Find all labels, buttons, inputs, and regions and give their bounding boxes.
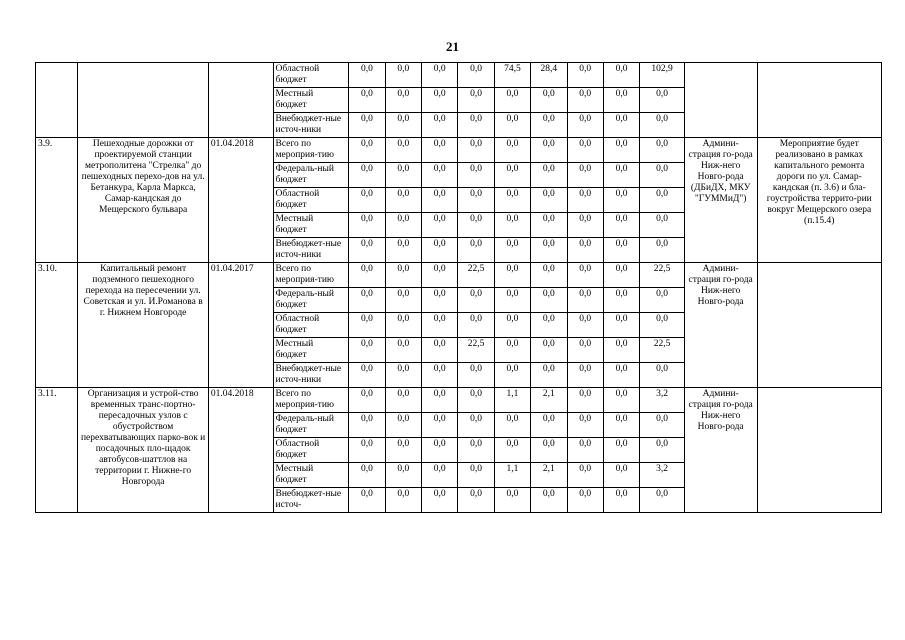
value-cell: 0,0 xyxy=(458,163,494,188)
value-cell: 0,0 xyxy=(385,138,421,163)
value-cell: 0,0 xyxy=(458,238,494,263)
value-cell: 0,0 xyxy=(603,413,639,438)
value-cell: 0,0 xyxy=(531,363,567,388)
value-cell: 0,0 xyxy=(640,88,684,113)
value-cell: 0,0 xyxy=(494,488,530,513)
value-cell: 0,0 xyxy=(640,213,684,238)
value-cell: 0,0 xyxy=(349,163,385,188)
value-cell: 0,0 xyxy=(385,438,421,463)
value-cell: 0,0 xyxy=(531,113,567,138)
value-cell: 0,0 xyxy=(458,213,494,238)
value-cell: 0,0 xyxy=(349,263,385,288)
value-cell: 0,0 xyxy=(458,363,494,388)
note-cell xyxy=(757,63,881,138)
value-cell: 0,0 xyxy=(458,88,494,113)
value-cell: 0,0 xyxy=(531,238,567,263)
source-cell: Внебюджет-ные источ-ники xyxy=(273,238,349,263)
value-cell: 0,0 xyxy=(603,263,639,288)
value-cell: 0,0 xyxy=(531,313,567,338)
value-cell: 0,0 xyxy=(531,488,567,513)
value-cell: 0,0 xyxy=(422,413,458,438)
value-cell: 0,0 xyxy=(385,263,421,288)
name-cell xyxy=(78,63,208,138)
source-cell: Местный бюджет xyxy=(273,463,349,488)
value-cell: 0,0 xyxy=(422,63,458,88)
value-cell: 0,0 xyxy=(422,213,458,238)
value-cell: 0,0 xyxy=(494,338,530,363)
value-cell: 0,0 xyxy=(531,138,567,163)
value-cell: 0,0 xyxy=(349,338,385,363)
table-row xyxy=(36,263,882,288)
value-cell: 0,0 xyxy=(349,138,385,163)
value-cell: 0,0 xyxy=(385,363,421,388)
value-cell: 22,5 xyxy=(458,338,494,363)
value-cell: 22,5 xyxy=(458,263,494,288)
source-cell: Областной бюджет xyxy=(273,63,349,88)
value-cell: 0,0 xyxy=(494,138,530,163)
value-cell: 0,0 xyxy=(567,438,603,463)
source-cell: Всего по мероприя-тию xyxy=(273,388,349,413)
value-cell: 0,0 xyxy=(349,288,385,313)
value-cell: 0,0 xyxy=(385,388,421,413)
source-cell: Областной бюджет xyxy=(273,438,349,463)
item-date: 01.04.2018 xyxy=(208,138,273,263)
value-cell: 102,9 xyxy=(640,63,684,88)
value-cell: 0,0 xyxy=(458,288,494,313)
value-cell: 0,0 xyxy=(458,438,494,463)
value-cell: 0,0 xyxy=(640,288,684,313)
source-cell: Внебюджет-ные источ-ники xyxy=(273,363,349,388)
value-cell: 0,0 xyxy=(349,413,385,438)
value-cell: 0,0 xyxy=(385,188,421,213)
value-cell: 0,0 xyxy=(567,413,603,438)
value-cell: 0,0 xyxy=(603,88,639,113)
value-cell: 0,0 xyxy=(640,363,684,388)
value-cell: 0,0 xyxy=(458,63,494,88)
num-cell xyxy=(36,63,78,138)
value-cell: 0,0 xyxy=(531,263,567,288)
value-cell: 0,0 xyxy=(349,438,385,463)
table-row xyxy=(36,388,882,413)
table-row xyxy=(36,63,882,88)
source-cell: Внебюджет-ные источ- xyxy=(273,488,349,513)
value-cell: 0,0 xyxy=(567,188,603,213)
budget-table xyxy=(35,62,882,513)
value-cell: 0,0 xyxy=(531,88,567,113)
value-cell: 0,0 xyxy=(349,363,385,388)
source-cell: Местный бюджет xyxy=(273,88,349,113)
value-cell: 0,0 xyxy=(603,63,639,88)
value-cell: 0,0 xyxy=(640,488,684,513)
value-cell: 0,0 xyxy=(422,138,458,163)
source-cell: Областной бюджет xyxy=(273,188,349,213)
value-cell: 28,4 xyxy=(531,63,567,88)
source-cell: Федераль-ный бюджет xyxy=(273,288,349,313)
value-cell: 0,0 xyxy=(385,213,421,238)
value-cell: 1,1 xyxy=(494,388,530,413)
value-cell: 0,0 xyxy=(349,388,385,413)
value-cell: 0,0 xyxy=(458,138,494,163)
date-cell xyxy=(208,63,273,138)
value-cell: 0,0 xyxy=(531,413,567,438)
item-note: Мероприятие будет реализовано в рамках капитального ремонта дороги по ул. Самар-кандская (п. 3.6) и бла-гоустройства террито-рии вокруг Мещерского озера (п.15.4) xyxy=(757,138,881,263)
value-cell: 0,0 xyxy=(422,88,458,113)
value-cell: 0,0 xyxy=(385,313,421,338)
source-cell: Местный бюджет xyxy=(273,338,349,363)
value-cell: 0,0 xyxy=(603,288,639,313)
value-cell: 0,0 xyxy=(422,463,458,488)
item-number: 3.10. xyxy=(36,263,78,388)
item-name: Пешеходные дорожки от проектируемой станции метрополитена "Стрелка" до пешеходных перехо-дов на ул. Бетанкура, Карла Маркса, Самар-кандская до Мещерского бульвара xyxy=(78,138,208,263)
value-cell: 0,0 xyxy=(567,488,603,513)
value-cell: 0,0 xyxy=(422,288,458,313)
value-cell: 0,0 xyxy=(531,163,567,188)
value-cell: 0,0 xyxy=(385,288,421,313)
value-cell: 0,0 xyxy=(349,313,385,338)
value-cell: 0,0 xyxy=(458,388,494,413)
value-cell: 0,0 xyxy=(603,488,639,513)
value-cell: 22,5 xyxy=(640,338,684,363)
value-cell: 0,0 xyxy=(494,238,530,263)
value-cell: 0,0 xyxy=(458,113,494,138)
value-cell: 0,0 xyxy=(349,238,385,263)
source-cell: Всего по мероприя-тию xyxy=(273,263,349,288)
value-cell: 0,0 xyxy=(567,313,603,338)
value-cell: 0,0 xyxy=(385,463,421,488)
item-executor: Админи-страция го-рода Ниж-него Новго-рода xyxy=(684,388,757,513)
value-cell: 0,0 xyxy=(494,263,530,288)
value-cell: 0,0 xyxy=(422,438,458,463)
item-note xyxy=(757,263,881,388)
value-cell: 0,0 xyxy=(567,63,603,88)
value-cell: 0,0 xyxy=(458,463,494,488)
value-cell: 0,0 xyxy=(640,113,684,138)
value-cell: 0,0 xyxy=(494,438,530,463)
value-cell: 0,0 xyxy=(603,213,639,238)
value-cell: 0,0 xyxy=(567,263,603,288)
value-cell: 0,0 xyxy=(640,188,684,213)
value-cell: 0,0 xyxy=(494,163,530,188)
value-cell: 0,0 xyxy=(531,213,567,238)
value-cell: 0,0 xyxy=(422,488,458,513)
value-cell: 0,0 xyxy=(385,338,421,363)
value-cell: 0,0 xyxy=(422,113,458,138)
value-cell: 0,0 xyxy=(640,313,684,338)
source-cell: Внебюджет-ные источ-ники xyxy=(273,113,349,138)
value-cell: 0,0 xyxy=(494,288,530,313)
executor-cell xyxy=(684,63,757,138)
value-cell: 0,0 xyxy=(603,463,639,488)
value-cell: 0,0 xyxy=(385,88,421,113)
source-cell: Федераль-ный бюджет xyxy=(273,163,349,188)
value-cell: 0,0 xyxy=(422,188,458,213)
value-cell: 0,0 xyxy=(603,313,639,338)
value-cell: 0,0 xyxy=(385,413,421,438)
value-cell: 0,0 xyxy=(385,163,421,188)
value-cell: 0,0 xyxy=(494,213,530,238)
value-cell: 74,5 xyxy=(494,63,530,88)
value-cell: 0,0 xyxy=(385,63,421,88)
page-number: 21 xyxy=(446,39,459,54)
value-cell: 0,0 xyxy=(494,363,530,388)
value-cell: 0,0 xyxy=(640,413,684,438)
value-cell: 0,0 xyxy=(458,488,494,513)
table-row xyxy=(36,138,882,163)
value-cell: 22,5 xyxy=(640,263,684,288)
value-cell: 0,0 xyxy=(640,138,684,163)
value-cell: 0,0 xyxy=(567,388,603,413)
item-number: 3.11. xyxy=(36,388,78,513)
value-cell: 0,0 xyxy=(567,288,603,313)
value-cell: 0,0 xyxy=(422,163,458,188)
item-date: 01.04.2017 xyxy=(208,263,273,388)
value-cell: 3,2 xyxy=(640,388,684,413)
value-cell: 0,0 xyxy=(385,488,421,513)
value-cell: 0,0 xyxy=(531,288,567,313)
value-cell: 0,0 xyxy=(567,138,603,163)
value-cell: 0,0 xyxy=(567,463,603,488)
value-cell: 0,0 xyxy=(603,388,639,413)
value-cell: 0,0 xyxy=(422,313,458,338)
value-cell: 0,0 xyxy=(640,238,684,263)
value-cell: 0,0 xyxy=(422,363,458,388)
item-date: 01.04.2018 xyxy=(208,388,273,513)
source-cell: Местный бюджет xyxy=(273,213,349,238)
value-cell: 0,0 xyxy=(603,238,639,263)
value-cell: 0,0 xyxy=(567,213,603,238)
value-cell: 0,0 xyxy=(349,213,385,238)
item-name: Организация и устрой-ство временных транс-портно-пересадочных узлов с обустройством перехватывающих парко-вок и посадочных пло-щадок автобусов-шаттлов на территории г. Нижне-го Новгорода xyxy=(78,388,208,513)
value-cell: 0,0 xyxy=(531,438,567,463)
value-cell: 0,0 xyxy=(458,413,494,438)
value-cell: 0,0 xyxy=(531,338,567,363)
value-cell: 2,1 xyxy=(531,388,567,413)
value-cell: 0,0 xyxy=(567,238,603,263)
value-cell: 0,0 xyxy=(349,63,385,88)
source-cell: Областной бюджет xyxy=(273,313,349,338)
value-cell: 0,0 xyxy=(349,88,385,113)
value-cell: 0,0 xyxy=(385,113,421,138)
item-executor: Админи-страция го-рода Ниж-него Новго-рода xyxy=(684,263,757,388)
value-cell: 0,0 xyxy=(494,88,530,113)
value-cell: 0,0 xyxy=(422,338,458,363)
table-body xyxy=(36,63,882,513)
value-cell: 0,0 xyxy=(422,388,458,413)
value-cell: 0,0 xyxy=(385,238,421,263)
value-cell: 0,0 xyxy=(494,413,530,438)
value-cell: 2,1 xyxy=(531,463,567,488)
value-cell: 0,0 xyxy=(531,188,567,213)
value-cell: 0,0 xyxy=(567,163,603,188)
value-cell: 0,0 xyxy=(603,163,639,188)
value-cell: 0,0 xyxy=(640,438,684,463)
value-cell: 0,0 xyxy=(349,463,385,488)
value-cell: 0,0 xyxy=(349,188,385,213)
value-cell: 0,0 xyxy=(567,363,603,388)
source-cell: Всего по мероприя-тию xyxy=(273,138,349,163)
value-cell: 0,0 xyxy=(603,338,639,363)
value-cell: 0,0 xyxy=(422,238,458,263)
value-cell: 0,0 xyxy=(567,113,603,138)
item-number: 3.9. xyxy=(36,138,78,263)
value-cell: 0,0 xyxy=(349,113,385,138)
value-cell: 0,0 xyxy=(458,188,494,213)
value-cell: 0,0 xyxy=(603,438,639,463)
value-cell: 0,0 xyxy=(458,313,494,338)
value-cell: 0,0 xyxy=(494,313,530,338)
value-cell: 0,0 xyxy=(494,188,530,213)
value-cell: 0,0 xyxy=(494,113,530,138)
value-cell: 0,0 xyxy=(603,138,639,163)
value-cell: 1,1 xyxy=(494,463,530,488)
item-note xyxy=(757,388,881,513)
item-executor: Админи-страция го-рода Ниж-него Новго-рода (ДБиДХ, МКУ "ГУММиД") xyxy=(684,138,757,263)
value-cell: 0,0 xyxy=(422,263,458,288)
value-cell: 0,0 xyxy=(603,363,639,388)
value-cell: 0,0 xyxy=(349,488,385,513)
value-cell: 0,0 xyxy=(603,113,639,138)
source-cell: Федераль-ный бюджет xyxy=(273,413,349,438)
value-cell: 3,2 xyxy=(640,463,684,488)
value-cell: 0,0 xyxy=(640,163,684,188)
value-cell: 0,0 xyxy=(603,188,639,213)
item-name: Капитальный ремонт подземного пешеходного перехода на пересечении ул. Советская и ул. И.Романова в г. Нижнем Новгороде xyxy=(78,263,208,388)
value-cell: 0,0 xyxy=(567,338,603,363)
value-cell: 0,0 xyxy=(567,88,603,113)
